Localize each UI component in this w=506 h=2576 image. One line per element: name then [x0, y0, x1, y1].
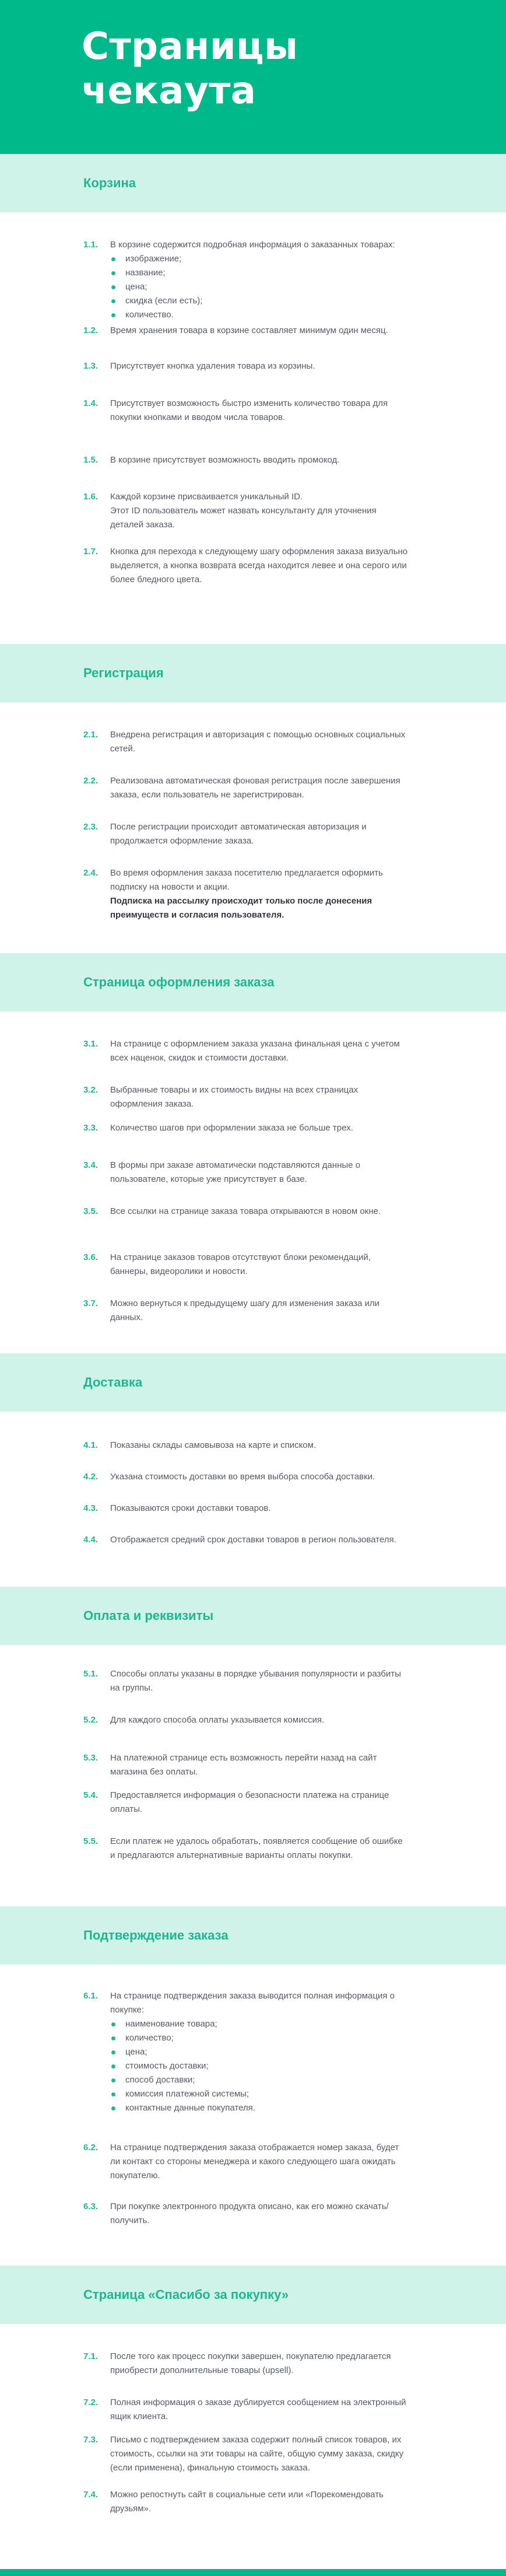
bullet-text: изображение; — [125, 254, 182, 264]
item-text: В формы при заказе автоматически подставляются данные о пользователе, которые уже присутствует в базе. — [110, 1160, 360, 1184]
bullet-text: контактные данные покупателя. — [125, 2103, 255, 2113]
item-number: 5.2. — [83, 1715, 99, 1725]
item-number: 3.5. — [83, 1206, 99, 1216]
item-body — [110, 545, 410, 587]
bullet-dot-icon — [111, 2036, 115, 2041]
bullet-dot-icon — [111, 285, 115, 289]
item-body — [110, 1083, 410, 1111]
item-body — [110, 2433, 410, 2475]
item-number: 5.4. — [83, 1790, 99, 1800]
item-text: После того как процесс покупки завершен, покупателю предлагается приобрести дополнительные товары (upsell). — [110, 2351, 391, 2375]
item-text: Реализована автоматическая фоновая регистрация после завершения заказа, если пользователь не зарегистрирован. — [110, 776, 400, 800]
item-number: 3.3. — [83, 1123, 99, 1133]
item-text: Во время оформления заказа посетителю предлагается оформить подписку на новости и акции. — [110, 868, 383, 892]
item-number: 6.2. — [83, 2143, 99, 2152]
page-title: Страницы чекаута — [82, 25, 298, 113]
bullet-dot-icon — [111, 313, 115, 317]
item-body — [110, 1470, 410, 1484]
item-text: Предоставляется информация о безопасности платежа на странице оплаты. — [110, 1790, 389, 1814]
item-number: 1.1. — [83, 240, 99, 250]
item-number: 3.7. — [83, 1298, 99, 1308]
item-number: 4.4. — [83, 1535, 99, 1545]
item-number: 2.1. — [83, 730, 99, 740]
section-header — [0, 1587, 506, 1645]
item-text: Можно вернуться к предыдущему шагу для изменения заказа или данных. — [110, 1298, 380, 1322]
item-number: 3.4. — [83, 1160, 99, 1170]
item-body — [110, 1989, 410, 2115]
bullet-text: количество; — [125, 2033, 174, 2043]
bullet-dot-icon — [111, 2050, 115, 2054]
item-body — [110, 1297, 410, 1325]
bullet-item — [110, 2031, 410, 2045]
item-text: Полная информация о заказе дублируется сообщением на электронный ящик клиента. — [110, 2398, 406, 2421]
bullet-text: стоимость доставки; — [125, 2061, 209, 2071]
item-number: 7.3. — [83, 2435, 99, 2445]
item-number: 2.2. — [83, 776, 99, 786]
item-text-bold: Подписка на рассылку происходит только после донесения преимуществ и согласия пользователя. — [110, 896, 373, 920]
item-body — [110, 1251, 410, 1279]
section-header — [0, 2266, 506, 2324]
item-body — [110, 1751, 410, 1779]
item-number: 1.5. — [83, 455, 99, 465]
item-body — [110, 774, 410, 802]
section-title: Оплата и реквизиты — [83, 1608, 214, 1623]
item-text: Отображается средний срок доставки товаров в регион пользователя. — [110, 1535, 396, 1545]
bullet-text: способ доставки; — [125, 2075, 195, 2085]
item-number: 7.2. — [83, 2398, 99, 2407]
item-body — [110, 2396, 410, 2424]
bullet-dot-icon — [111, 257, 115, 261]
bullet-text: комиссия платежной системы; — [125, 2089, 250, 2099]
item-body — [110, 359, 410, 373]
bullet-text: цена; — [125, 2047, 147, 2057]
bullet-text: количество. — [125, 310, 174, 320]
item-text: Каждой корзине присваивается уникальный ID. — [110, 492, 303, 502]
section-header — [0, 1906, 506, 1965]
bullet-dot-icon — [111, 2092, 115, 2096]
item-body — [110, 1533, 410, 1547]
item-number: 5.1. — [83, 1669, 99, 1679]
item-text-extra: Этот ID пользователь может назвать консультанту для уточнения деталей заказа. — [110, 506, 377, 530]
item-text: На странице подтверждения заказа выводится полная информация о покупке: — [110, 1991, 395, 2015]
item-body — [110, 453, 410, 467]
bottom-bar — [0, 2569, 506, 2576]
item-body — [110, 490, 410, 532]
bullet-text: наименование товара; — [125, 2019, 217, 2029]
item-number: 4.2. — [83, 1472, 99, 1482]
bullet-dot-icon — [111, 271, 115, 275]
item-text: Присутствует кнопка удаления товара из корзины. — [110, 361, 315, 371]
item-number: 2.3. — [83, 822, 99, 832]
item-number: 4.1. — [83, 1440, 99, 1450]
item-text: Присутствует возможность быстро изменить количество товара для покупки кнопками и вводом числа товаров. — [110, 398, 388, 422]
item-number: 3.6. — [83, 1252, 99, 1262]
item-body — [110, 397, 410, 425]
item-body — [110, 1835, 410, 1863]
item-body — [110, 238, 410, 322]
section-title: Страница «Спасибо за покупку» — [83, 2287, 289, 2302]
item-number: 4.3. — [83, 1503, 99, 1513]
item-text: Можно репостнуть сайт в социальные сети или «Порекомендовать друзьям». — [110, 2490, 384, 2514]
bullet-dot-icon — [111, 2022, 115, 2027]
item-text: Показаны склады самовывоза на карте и списком. — [110, 1440, 317, 1450]
item-body — [110, 1438, 410, 1452]
bullet-dot-icon — [111, 2078, 115, 2082]
item-text: После регистрации происходит автоматическая авторизация и продолжается оформление заказа. — [110, 822, 367, 846]
item-body — [110, 1502, 410, 1516]
item-number: 3.2. — [83, 1085, 99, 1095]
item-number: 1.6. — [83, 492, 99, 502]
item-text: Все ссылки на странице заказа товара открываются в новом окне. — [110, 1206, 381, 1216]
item-body — [110, 1037, 410, 1065]
item-body — [110, 2488, 410, 2516]
item-number: 5.3. — [83, 1753, 99, 1763]
item-body — [110, 820, 410, 848]
item-text: Внедрена регистрация и авторизация с помощью основных социальных сетей. — [110, 730, 406, 754]
bullet-item — [110, 294, 410, 308]
bullet-text: скидка (если есть); — [125, 296, 203, 306]
item-number: 7.1. — [83, 2351, 99, 2361]
item-body — [110, 2200, 410, 2228]
item-body — [110, 1788, 410, 1817]
item-text: В корзине содержится подробная информация о заказанных товарах: — [110, 240, 395, 250]
item-text: Время хранения товара в корзине составляет минимум один месяц. — [110, 326, 388, 335]
bullet-item — [110, 252, 410, 266]
item-number: 1.7. — [83, 547, 99, 556]
item-number: 5.5. — [83, 1836, 99, 1846]
item-text: В корзине присутствует возможность вводить промокод. — [110, 455, 340, 465]
bullet-item — [110, 280, 410, 294]
section-title: Корзина — [83, 176, 136, 190]
item-number: 6.3. — [83, 2202, 99, 2211]
item-text: Выбранные товары и их стоимость видны на всех страницах оформления заказа. — [110, 1085, 359, 1109]
item-body — [110, 324, 410, 338]
item-body — [110, 1121, 410, 1135]
item-text: На платежной странице есть возможность перейти назад на сайт магазина без оплаты. — [110, 1753, 377, 1777]
bullet-item — [110, 2045, 410, 2059]
item-body — [110, 728, 410, 756]
bullet-item — [110, 2101, 410, 2115]
item-number: 1.2. — [83, 326, 99, 335]
item-number: 3.1. — [83, 1039, 99, 1049]
item-text: Показываются сроки доставки товаров. — [110, 1503, 271, 1513]
bullet-item — [110, 308, 410, 322]
section-title: Подтверждение заказа — [83, 1928, 229, 1943]
bullet-item — [110, 2073, 410, 2087]
bullet-dot-icon — [111, 299, 115, 303]
section-title: Доставка — [83, 1375, 143, 1390]
item-text: Количество шагов при оформлении заказа не больше трех. — [110, 1123, 353, 1133]
item-text: Если платеж не удалось обработать, появляется сообщение об ошибке и предлагаются альтернативные варианты оплаты покупки. — [110, 1836, 403, 1860]
item-body — [110, 1205, 410, 1219]
bullet-dot-icon — [111, 2106, 115, 2110]
bullet-item — [110, 2087, 410, 2101]
bullet-list — [110, 252, 410, 322]
item-text: Способы оплаты указаны в порядке убывания популярности и разбиты на группы. — [110, 1669, 401, 1693]
item-body — [110, 866, 410, 922]
bullet-item — [110, 2059, 410, 2073]
section-title: Регистрация — [83, 666, 164, 680]
item-text: При покупке электронного продукта описано, как его можно скачать/получить. — [110, 2202, 389, 2225]
page-header — [0, 0, 506, 154]
section-title: Страница оформления заказа — [83, 975, 275, 989]
item-text: На странице заказов товаров отсутствуют блоки рекомендаций, баннеры, видеоролики и новости. — [110, 1252, 371, 1276]
item-number: 2.4. — [83, 868, 99, 878]
item-number: 1.3. — [83, 361, 99, 371]
item-text: Кнопка для перехода к следующему шагу оформления заказа визуально выделяется, а кнопка возврата всегда находится левее и она серого или более бледного цвета. — [110, 547, 408, 584]
section-header — [0, 953, 506, 1012]
bullet-dot-icon — [111, 2064, 115, 2068]
bullet-item — [110, 266, 410, 280]
item-text: Письмо с подтверждением заказа содержит полный список товаров, их стоимость, ссылки на эти товары на сайте, общую сумму заказа, скидку (если применена), финальную стоимость заказа. — [110, 2435, 404, 2473]
bullet-text: цена; — [125, 282, 147, 292]
section-header — [0, 1353, 506, 1412]
item-text: На странице подтверждения заказа отображается номер заказа, будет ли контакт со стороны менеджера и какого следующего шага ожидать покупателю. — [110, 2143, 399, 2180]
item-body — [110, 2350, 410, 2378]
item-number: 6.1. — [83, 1991, 99, 2001]
item-number: 1.4. — [83, 398, 99, 408]
section-header — [0, 154, 506, 212]
item-body — [110, 1713, 410, 1727]
section-header — [0, 644, 506, 702]
bullet-text: название; — [125, 268, 166, 278]
bullet-list — [110, 2017, 410, 2115]
item-body — [110, 1667, 410, 1695]
item-text: На странице с оформлением заказа указана финальная цена с учетом всех наценок, скидок и стоимости доставки. — [110, 1039, 400, 1063]
item-body — [110, 1158, 410, 1186]
item-text: Для каждого способа оплаты указывается комиссия. — [110, 1715, 325, 1725]
item-text: Указана стоимость доставки во время выбора способа доставки. — [110, 1472, 375, 1482]
bullet-item — [110, 2017, 410, 2031]
item-number: 7.4. — [83, 2490, 99, 2500]
item-body — [110, 2141, 410, 2183]
